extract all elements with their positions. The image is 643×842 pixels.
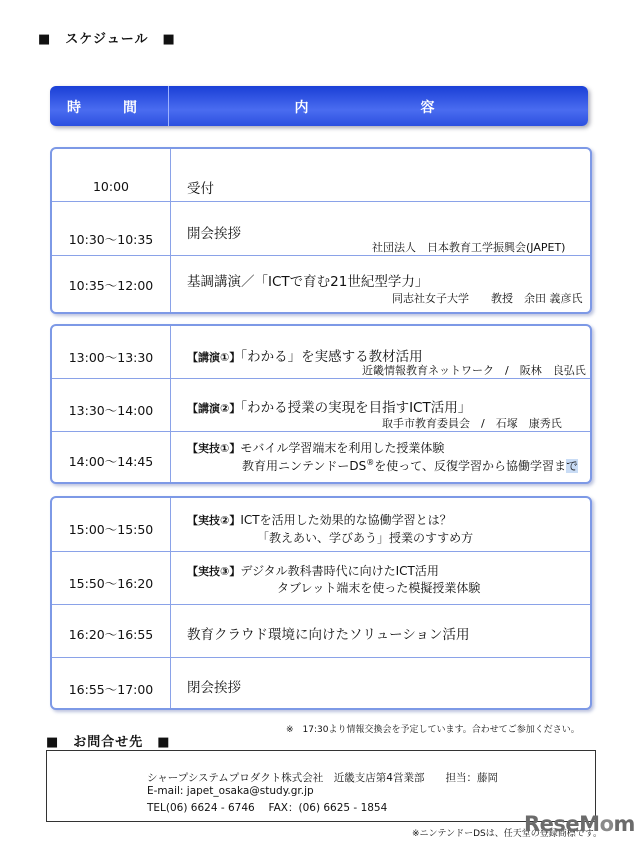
session-tag: 【実技②】 xyxy=(187,514,241,527)
row-time: 16:20～16:55 xyxy=(68,627,154,642)
row-title xyxy=(187,562,439,579)
contact-tel-fax: TEL(06) 6624 - 6746 FAX：(06) 6625 - 1854 xyxy=(147,802,388,814)
contact-heading: ■ お問合せ先 ■ xyxy=(46,735,171,750)
row-time: 10:30～10:35 xyxy=(68,232,154,247)
row-time: 15:00～15:50 xyxy=(68,522,154,537)
schedule-group-late xyxy=(50,496,592,710)
session-tag: 【講演①】 xyxy=(187,351,241,364)
reception-note: ※ 17:30より情報交換会を予定しています。合わせてご参加ください。 xyxy=(286,725,580,735)
row-speaker: 近畿情報教育ネットワーク / 阪林 良弘氏 xyxy=(362,364,586,377)
row-time: 15:50～16:20 xyxy=(68,576,154,591)
schedule-row xyxy=(52,432,590,480)
schedule-row xyxy=(52,326,590,379)
row-title: 開会挨拶 xyxy=(187,226,241,242)
row-detail: 「教えあい、学びあう」授業のすすめ方 xyxy=(257,531,474,545)
schedule-group-morning xyxy=(50,147,592,314)
session-tag: 【講演②】 xyxy=(187,402,241,415)
row-time: 16:55～17:00 xyxy=(68,682,154,697)
schedule-row xyxy=(52,605,590,658)
contact-email: E-mail: japet_osaka@study.gr.jp xyxy=(147,785,314,797)
header-time: 時 間 xyxy=(67,100,151,116)
schedule-row xyxy=(52,552,590,605)
row-speaker: 社団法人 日本教育工学振興会(JAPET) xyxy=(372,241,566,254)
session-tag: 【実技①】 xyxy=(187,442,241,455)
table-header xyxy=(50,86,588,126)
row-title: 受付 xyxy=(187,181,214,197)
schedule-row xyxy=(52,149,590,202)
schedule-group-afternoon xyxy=(50,324,592,484)
schedule-row xyxy=(52,202,590,256)
schedule-row xyxy=(52,498,590,552)
session-title: ICTを活用した効果的な協働学習とは？ xyxy=(240,513,452,527)
row-title: 基調講演／「ICTで育む21世紀型学力」 xyxy=(187,274,429,290)
row-speaker: 同志社女子大学 教授 余田 義彦氏 xyxy=(392,292,583,305)
row-title: 閉会挨拶 xyxy=(187,680,241,696)
schedule-row xyxy=(52,256,590,310)
row-speaker: 取手市教育委員会 / 石塚 康秀氏 xyxy=(382,417,562,430)
schedule-row xyxy=(52,658,590,706)
row-title xyxy=(187,396,471,416)
row-title: 教育クラウド環境に向けたソリューション活用 xyxy=(187,627,470,643)
session-title: 「わかる授業の実現を目指すICT活用」 xyxy=(240,400,472,416)
session-tag: 【実技③】 xyxy=(187,565,241,578)
session-title: 「わかる」を実感する教材活用 xyxy=(240,349,423,365)
trademark-note: ※ニンテンドーDSは、任天堂の登録商標です。 xyxy=(412,829,603,839)
session-title: モバイル学習端末を利用した授業体験 xyxy=(240,441,445,455)
row-title xyxy=(187,439,444,456)
schedule-heading: ■ スケジュール ■ xyxy=(38,32,176,47)
row-time: 13:30～14:00 xyxy=(68,403,154,418)
header-content: 内 容 xyxy=(294,100,463,116)
row-title xyxy=(187,511,452,528)
resemom-logo: ReseMom xyxy=(524,812,635,836)
row-detail: 教育用ニンテンドーDS®を使って、反復学習から協働学習まで xyxy=(242,458,579,473)
row-time: 10:00 xyxy=(92,179,130,194)
row-time: 10:35～12:00 xyxy=(68,278,154,293)
row-time: 14:00～14:45 xyxy=(68,454,154,469)
row-detail: タブレット端末を使った模擬授業体験 xyxy=(277,581,481,595)
session-title: デジタル教科書時代に向けたICT活用 xyxy=(240,564,439,578)
row-time: 13:00～13:30 xyxy=(68,350,154,365)
contact-company: シャープシステムプロダクト株式会社 近畿支店第4営業部 担当：藤岡 xyxy=(147,772,498,784)
schedule-row xyxy=(52,379,590,432)
contact-box xyxy=(46,750,596,822)
